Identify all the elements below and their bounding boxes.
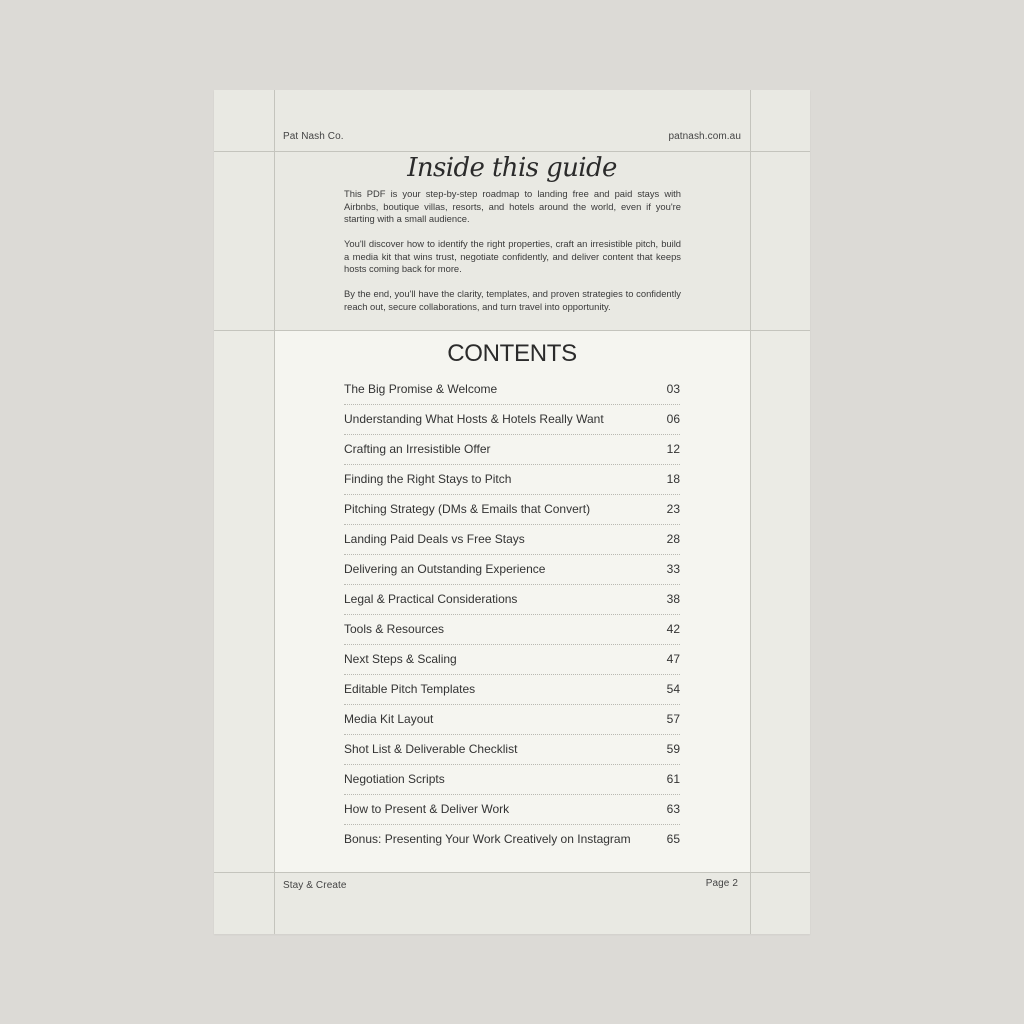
toc-entry-page: 03 [666, 382, 680, 396]
intro-text [344, 188, 681, 326]
website-link[interactable]: patnash.com.au [668, 131, 741, 142]
brand-name: Pat Nash Co. [283, 131, 344, 142]
page-number: Page 2 [705, 878, 738, 889]
toc-entry-title: Pitching Strategy (DMs & Emails that Convert) [344, 502, 591, 516]
toc-entry-page: 12 [666, 442, 680, 456]
toc-entry[interactable] [344, 765, 680, 795]
toc-entry-title: Media Kit Layout [344, 712, 434, 726]
toc-entry-title: Tools & Resources [344, 622, 445, 636]
toc-entry-title: The Big Promise & Welcome [344, 382, 498, 396]
document-page [214, 90, 810, 934]
guide-line-left [274, 90, 275, 934]
toc-entry-page: 65 [666, 832, 680, 846]
toc-entry-page: 23 [666, 502, 680, 516]
toc-entry-page: 38 [666, 592, 680, 606]
guide-line-intro-bottom [214, 330, 810, 331]
toc-entry-page: 28 [666, 532, 680, 546]
toc-entry[interactable] [344, 375, 680, 405]
intro-paragraph: By the end, you'll have the clarity, templates, and proven strategies to confidently reach out, secure collaborations, and turn travel into opportunity. [344, 288, 681, 312]
toc-entry-title: Crafting an Irresistible Offer [344, 442, 491, 456]
toc-entry-title: Finding the Right Stays to Pitch [344, 472, 512, 486]
toc-entry-page: 61 [666, 772, 680, 786]
toc-entry-page: 57 [666, 712, 680, 726]
toc-entry[interactable] [344, 585, 680, 615]
toc-entry-title: Editable Pitch Templates [344, 682, 476, 696]
toc-entry[interactable] [344, 555, 680, 585]
toc-entry-page: 33 [666, 562, 680, 576]
toc-entry-title: Landing Paid Deals vs Free Stays [344, 532, 525, 546]
toc-entry[interactable] [344, 405, 680, 435]
toc-entry-page: 06 [666, 412, 680, 426]
toc-entry-page: 18 [666, 472, 680, 486]
toc-entry[interactable] [344, 645, 680, 675]
toc-entry-page: 59 [666, 742, 680, 756]
toc-entry[interactable] [344, 435, 680, 465]
toc-entry[interactable] [344, 495, 680, 525]
guide-line-right [750, 90, 751, 934]
toc-entry-title: Negotiation Scripts [344, 772, 445, 786]
table-of-contents [344, 375, 680, 855]
toc-entry-title: Bonus: Presenting Your Work Creatively on Instagram [344, 832, 631, 846]
toc-entry[interactable] [344, 795, 680, 825]
toc-entry[interactable] [344, 525, 680, 555]
toc-entry-title: Delivering an Outstanding Experience [344, 562, 546, 576]
guide-line-footer [214, 872, 810, 873]
toc-entry-title: Shot List & Deliverable Checklist [344, 742, 518, 756]
toc-entry[interactable] [344, 735, 680, 765]
intro-title: Inside this guide [407, 153, 617, 183]
toc-entry[interactable] [344, 465, 680, 495]
toc-entry-title: How to Present & Deliver Work [344, 802, 510, 816]
footer-label: Stay & Create [283, 880, 347, 891]
toc-entry-title: Understanding What Hosts & Hotels Really Want [344, 412, 604, 426]
left-margin-panel [214, 330, 274, 872]
toc-entry-title: Legal & Practical Considerations [344, 592, 518, 606]
toc-entry-title: Next Steps & Scaling [344, 652, 457, 666]
toc-entry-page: 47 [666, 652, 680, 666]
toc-entry[interactable] [344, 825, 680, 855]
contents-title: CONTENTS [447, 340, 577, 367]
right-margin-panel [750, 330, 810, 872]
toc-entry[interactable] [344, 675, 680, 705]
intro-paragraph: You'll discover how to identify the right properties, craft an irresistible pitch, build a media kit that wins trust, negotiate confidently, and deliver content that keeps hosts coming back for more. [344, 238, 681, 274]
toc-entry-page: 54 [666, 682, 680, 696]
guide-line-header [214, 151, 810, 152]
intro-paragraph: This PDF is your step-by-step roadmap to landing free and paid stays with Airbnbs, boutique villas, resorts, and hotels around the world, even if you're starting with a small audience. [344, 188, 681, 224]
toc-entry[interactable] [344, 705, 680, 735]
toc-entry-page: 63 [666, 802, 680, 816]
toc-entry-page: 42 [666, 622, 680, 636]
toc-entry[interactable] [344, 615, 680, 645]
